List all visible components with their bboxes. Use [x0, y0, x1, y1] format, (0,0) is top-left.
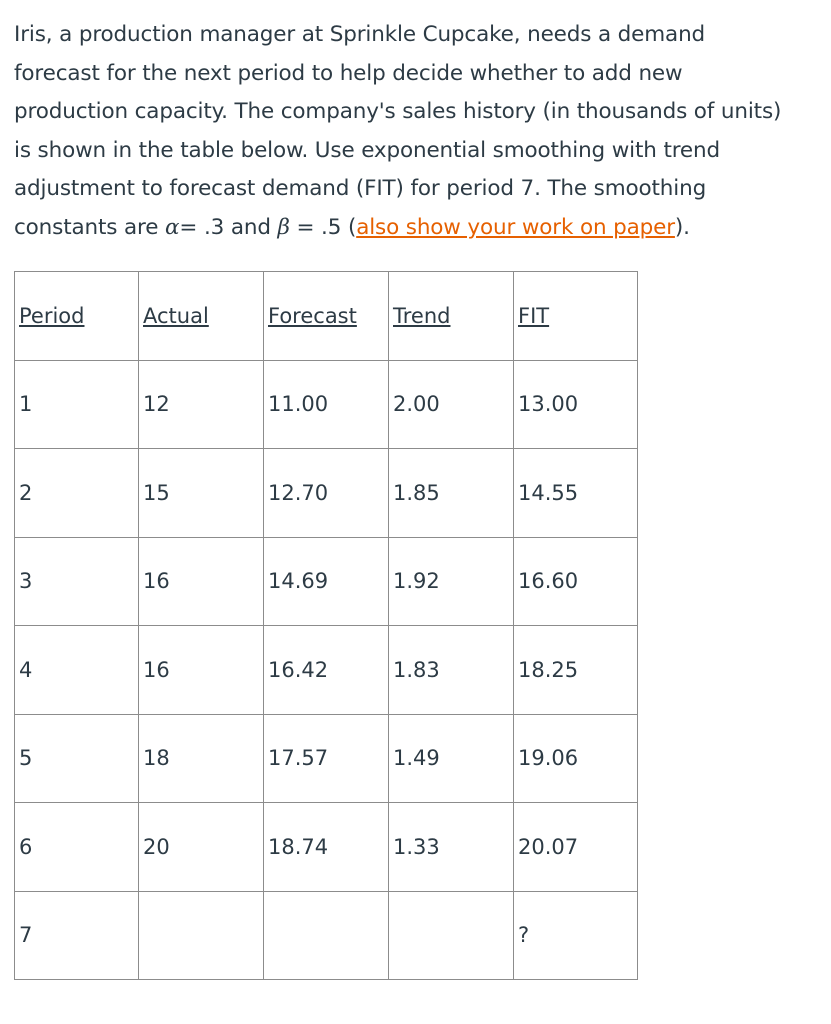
cell-fit: 13.00 — [514, 360, 638, 449]
cell-fit: ? — [514, 891, 638, 980]
cell-actual: 15 — [139, 449, 264, 538]
cell-trend: 1.83 — [389, 626, 514, 715]
cell-trend: 1.49 — [389, 714, 514, 803]
cell-period: 7 — [15, 891, 139, 980]
cell-period: 6 — [15, 803, 139, 892]
cell-actual: 20 — [139, 803, 264, 892]
question-line: is shown in the table below. Use exponential smoothing with trend — [14, 137, 720, 163]
cell-period: 5 — [15, 714, 139, 803]
question-line: forecast for the next period to help decide whether to add new — [14, 60, 683, 86]
cell-forecast: 11.00 — [264, 360, 389, 449]
header-trend: Trend — [389, 272, 514, 361]
cell-forecast: 18.74 — [264, 803, 389, 892]
table-header-row — [15, 272, 638, 361]
cell-period: 1 — [15, 360, 139, 449]
cell-fit: 18.25 — [514, 626, 638, 715]
cell-forecast: 16.42 — [264, 626, 389, 715]
cell-period: 2 — [15, 449, 139, 538]
cell-actual: 16 — [139, 626, 264, 715]
cell-trend: 1.85 — [389, 449, 514, 538]
cell-actual — [139, 891, 264, 980]
cell-forecast — [264, 891, 389, 980]
beta-symbol: β — [277, 214, 290, 240]
question-line: adjustment to forecast demand (FIT) for period 7. The smoothing — [14, 176, 707, 202]
cell-period: 4 — [15, 626, 139, 715]
cell-fit: 14.55 — [514, 449, 638, 538]
alpha-value: = .3 and — [179, 214, 278, 240]
question-line: production capacity. The company's sales history (in thousands of units) — [14, 99, 782, 125]
sales-history-table — [14, 271, 638, 980]
table-row — [15, 626, 638, 715]
cell-trend: 1.92 — [389, 537, 514, 626]
cell-actual: 16 — [139, 537, 264, 626]
table-row — [15, 360, 638, 449]
table-row — [15, 803, 638, 892]
cell-actual: 12 — [139, 360, 264, 449]
show-work-link[interactable]: also show your work on paper — [356, 214, 675, 240]
beta-value: = .5 ( — [289, 214, 357, 240]
table-row — [15, 537, 638, 626]
cell-period: 3 — [15, 537, 139, 626]
constants-suffix: ). — [674, 214, 690, 240]
question-line — [14, 215, 690, 240]
cell-fit: 20.07 — [514, 803, 638, 892]
cell-trend — [389, 891, 514, 980]
alpha-symbol: α — [165, 214, 180, 240]
cell-forecast: 17.57 — [264, 714, 389, 803]
cell-trend: 2.00 — [389, 360, 514, 449]
table-row — [15, 449, 638, 538]
question-line: Iris, a production manager at Sprinkle Cupcake, needs a demand — [14, 22, 706, 47]
table-row — [15, 891, 638, 980]
header-fit: FIT — [514, 272, 638, 361]
table-row — [15, 714, 638, 803]
cell-fit: 19.06 — [514, 714, 638, 803]
constants-prefix: constants are — [14, 214, 166, 240]
cell-forecast: 12.70 — [264, 449, 389, 538]
cell-fit: 16.60 — [514, 537, 638, 626]
question-text — [14, 16, 826, 248]
header-forecast: Forecast — [264, 272, 389, 361]
cell-actual: 18 — [139, 714, 264, 803]
cell-forecast: 14.69 — [264, 537, 389, 626]
cell-trend: 1.33 — [389, 803, 514, 892]
header-period: Period — [15, 272, 139, 361]
header-actual: Actual — [139, 272, 264, 361]
